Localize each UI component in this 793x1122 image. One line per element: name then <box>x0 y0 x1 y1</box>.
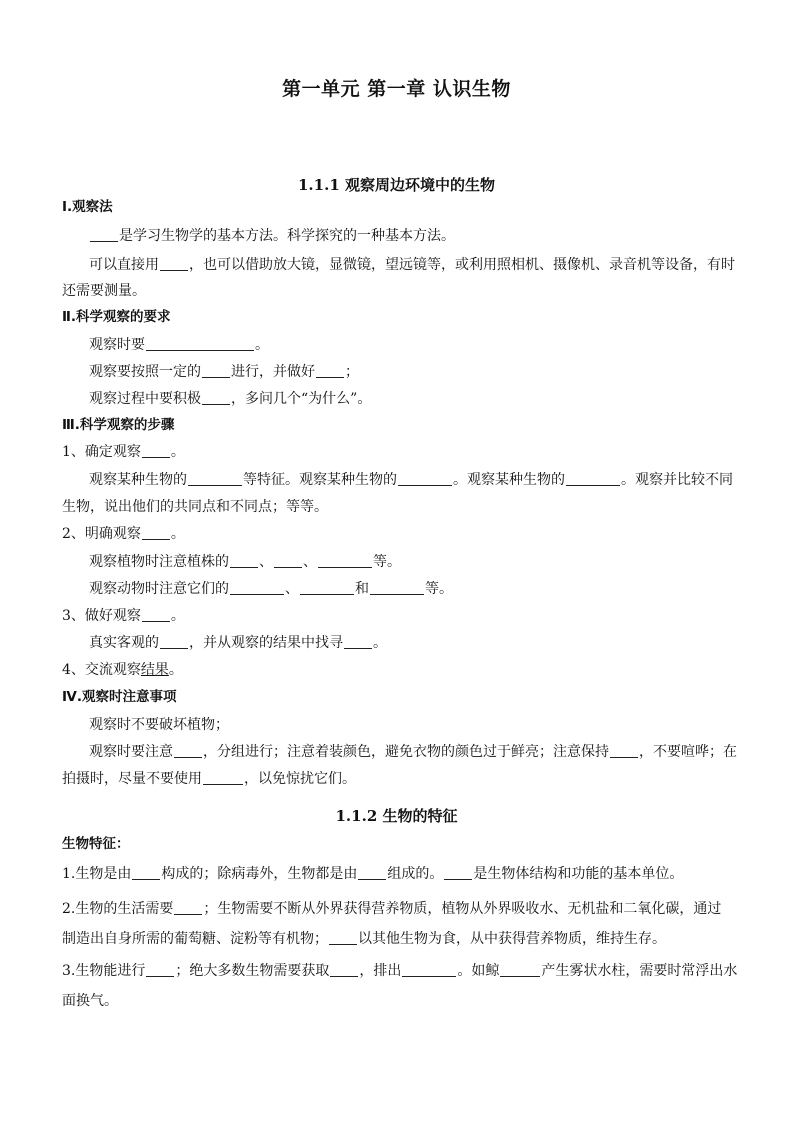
blank[interactable] <box>142 607 170 622</box>
step-2-animals: 观察动物时注意它们的 、 和 等。 <box>89 581 453 597</box>
blank[interactable] <box>160 634 188 649</box>
requirement-1: 观察时要 。 <box>89 337 269 353</box>
blank[interactable] <box>203 770 243 785</box>
blank[interactable] <box>566 471 620 486</box>
blank[interactable] <box>174 743 202 758</box>
blank[interactable] <box>344 634 372 649</box>
section-heading-1-1-2: 1.1.2 生物的特征 <box>335 807 458 825</box>
requirement-2: 观察要按照一定的 进行，并做好 ； <box>89 364 359 380</box>
blank[interactable] <box>318 553 372 568</box>
heading-observation-method: Ⅰ.观察法 <box>62 199 113 215</box>
step-2: 2、明确观察 。 <box>62 526 185 542</box>
blank[interactable] <box>370 580 424 595</box>
page-title: 第一单元 第一章 认识生物 <box>282 78 511 100</box>
blank[interactable] <box>402 962 456 977</box>
blank[interactable] <box>230 553 258 568</box>
blank[interactable] <box>132 865 160 880</box>
blank[interactable] <box>230 580 284 595</box>
feature-3: 3.生物能进行 ；绝大多数生物需要获取 ，排出 。如鲸 产生雾状水柱，需要时常浮出水 <box>62 963 738 979</box>
step-2-plants: 观察植物时注意植株的 、 、 等。 <box>89 554 401 570</box>
blank[interactable] <box>90 227 118 242</box>
step-1: 1、确定观察 。 <box>62 444 185 460</box>
blank[interactable] <box>610 743 638 758</box>
note-1: 观察时不要破坏植物； <box>89 717 229 733</box>
heading-steps: Ⅲ.科学观察的步骤 <box>62 417 175 433</box>
blank[interactable] <box>202 390 230 405</box>
step-3-detail: 真实客观的 ，并从观察的结果中找寻 。 <box>89 635 387 651</box>
blank[interactable] <box>398 471 452 486</box>
step-4: 4、交流观察结果。 <box>62 662 183 678</box>
blank[interactable] <box>330 962 358 977</box>
section-heading-1-1-1: 1.1.1 观察周边环境中的生物 <box>298 176 495 194</box>
note-2: 观察时要注意 ，分组进行；注意着装颜色，避免衣物的颜色过于鲜亮；注意保持 ，不要喧哗；在 <box>89 744 737 760</box>
paragraph-method: 是学习生物学的基本方法。科学探究的一种基本方法。 <box>89 227 733 245</box>
blank[interactable] <box>316 363 344 378</box>
blank[interactable] <box>329 930 357 945</box>
blank[interactable] <box>174 900 202 915</box>
blank[interactable] <box>160 256 188 271</box>
feature-1: 1.生物是由 构成的；除病毒外，生物都是由 组成的。 是生物体结构和功能的基本单位。 <box>62 866 684 882</box>
requirement-3: 观察过程中要积极 ，多问几个“为什么”。 <box>89 391 372 407</box>
paragraph-continuation: 还需要测量。 <box>62 283 146 299</box>
blank[interactable] <box>300 580 354 595</box>
blank[interactable] <box>358 865 386 880</box>
blank[interactable] <box>142 443 170 458</box>
blank[interactable] <box>444 865 472 880</box>
blank[interactable] <box>274 553 302 568</box>
blank[interactable] <box>146 962 174 977</box>
heading-requirements: Ⅱ.科学观察的要求 <box>62 309 171 325</box>
step-1-detail: 观察某种生物的 等特征。观察某种生物的 。观察某种生物的 。观察并比较不同 <box>89 472 733 488</box>
note-2-continuation: 拍摄时，尽量不要使用 ，以免惊扰它们。 <box>62 771 356 787</box>
blank[interactable] <box>500 962 540 977</box>
feature-2-continuation: 制造出自身所需的葡萄糖、淀粉等有机物； 以其他生物为食，从中获得营养物质，维持生存。 <box>62 931 666 947</box>
step-1-continuation: 生物，说出他们的共同点和不同点；等等。 <box>62 499 328 515</box>
blank[interactable] <box>146 336 254 351</box>
blank[interactable] <box>142 525 170 540</box>
paragraph-direct-observation: 可以直接用 ，也可以借助放大镜，显微镜，望远镜等，或利用照相机、摄像机、录音机等设备，有时 <box>89 257 735 273</box>
feature-3-continuation: 面换气。 <box>62 993 118 1009</box>
blank[interactable] <box>202 363 230 378</box>
heading-notes: Ⅳ.观察时注意事项 <box>62 689 177 705</box>
heading-features: 生物特征： <box>62 836 130 852</box>
blank[interactable] <box>188 471 242 486</box>
step-3: 3、做好观察 。 <box>62 608 185 624</box>
feature-2: 2.生物的生活需要 ；生物需要不断从外界获得营养物质，植物从外界吸收水、无机盐和二氧化碳，通过 <box>62 901 722 917</box>
